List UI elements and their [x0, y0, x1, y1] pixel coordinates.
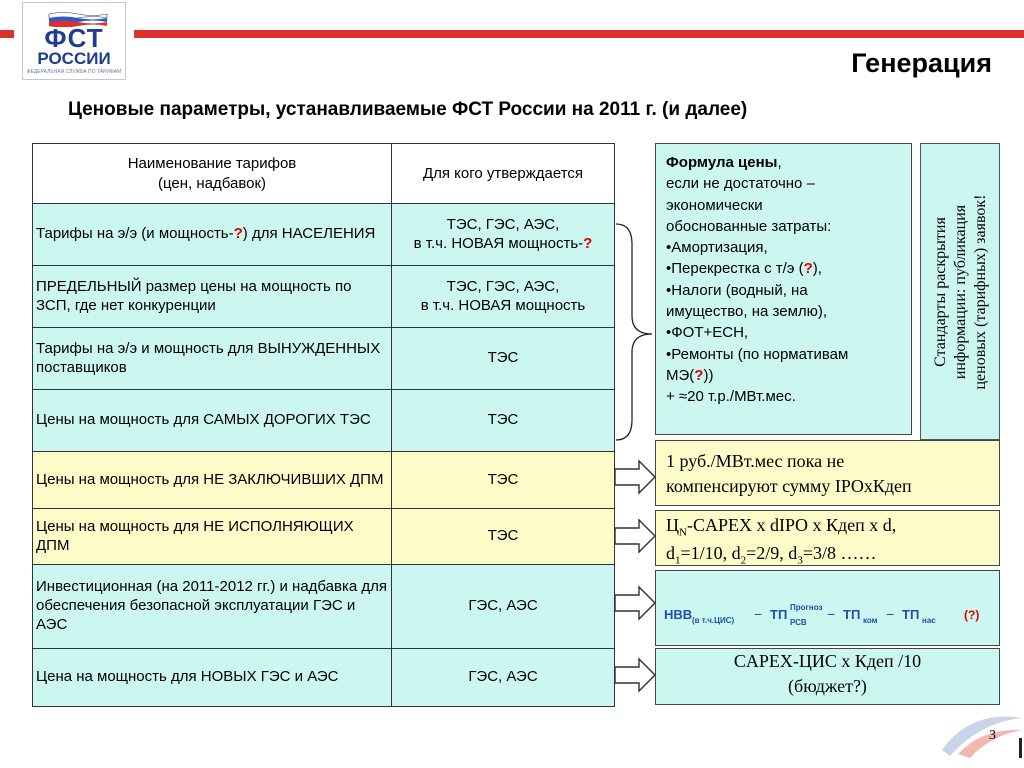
formula-item-text: ),	[812, 260, 822, 278]
formula-tp-sub: РСВ	[790, 618, 807, 627]
formula-text: -CAPEX x dIPO x Кдеп x d,	[686, 515, 897, 535]
formula-minus: −	[827, 606, 836, 622]
standards-line: Стандарты раскрытия	[932, 217, 949, 367]
formula-tp-nas-sub: нас	[922, 616, 936, 625]
formula-minus: −	[754, 606, 763, 622]
approved-for-cell: ТЭС	[392, 509, 615, 565]
formula-subscript: 1	[675, 554, 681, 567]
formula-text: =1/10, d	[680, 542, 741, 563]
arrow-right-icon	[613, 518, 657, 554]
header-red-line	[0, 30, 1024, 38]
result-box-non-dpm	[655, 440, 1000, 506]
disclosure-standards-panel	[920, 143, 1000, 440]
approved-for-text: в т.ч. НОВАЯ мощность-	[413, 234, 584, 252]
disclosure-standards-text	[931, 147, 991, 437]
formula-line: обоснованные затраты:	[666, 217, 832, 235]
approved-for-text: ТЭС, ГЭС, АЭС,	[446, 215, 560, 233]
formula-item-text: ))	[703, 366, 714, 384]
formula-text: Ц	[666, 515, 679, 535]
formula-item-text: •Перекрестка с т/э (	[666, 260, 804, 278]
formula-title-text: Формула цены	[666, 154, 778, 171]
approved-for-cell: ТЭС	[392, 390, 615, 452]
nvv-formula	[662, 595, 996, 631]
formula-tp: ТП	[902, 607, 920, 622]
tariff-name-cell: Цена на мощность для НОВЫХ ГЭС и АЭС	[33, 649, 392, 707]
logo-text-service: ФЕДЕРАЛЬНАЯ СЛУЖБА ПО ТАРИФАМ	[26, 69, 122, 75]
slide-subtitle: Ценовые параметры, устанавливаемые ФСТ России на 2011 г. (и далее)	[68, 99, 748, 120]
formula-text: d	[666, 542, 675, 563]
tariff-name-cell: Цены на мощность для САМЫХ ДОРОГИХ ТЭС	[33, 390, 392, 452]
decorative-swoosh-icon	[940, 700, 1024, 760]
question-mark: ?	[583, 234, 593, 252]
formula-nvv-sub: (в т.ч.ЦИС)	[692, 616, 735, 625]
capex-formula-line1	[666, 513, 989, 541]
question-mark: ?	[803, 260, 813, 278]
result-text: CAPEX-ЦИС х Кдеп /10	[733, 651, 922, 671]
result-text: 1 руб./МВт.мес пока не	[666, 451, 845, 471]
result-text: (бюджет?)	[788, 676, 867, 697]
tariff-name-cell: Цены на мощность для НЕ ИСПОЛНЯЮЩИХ ДПМ	[33, 509, 392, 565]
approved-for-cell: ГЭС, АЭС	[392, 565, 615, 649]
table-row	[33, 509, 615, 565]
approved-for-text: в т.ч. НОВАЯ мощность	[420, 296, 586, 314]
formula-text: =3/8 ……	[802, 542, 877, 563]
formula-item-repairs: •Ремонты (по нормативам	[666, 345, 849, 363]
question-mark: (?)	[964, 608, 980, 622]
approved-for-cell: ТЭС	[392, 452, 615, 509]
table-row	[33, 452, 615, 509]
formula-nvv: НВВ	[664, 607, 693, 622]
arrow-right-icon	[613, 459, 657, 495]
price-formula-panel	[655, 143, 912, 435]
formula-item-cross-subsidy	[666, 258, 901, 279]
result-box-capex-budget	[655, 648, 1000, 705]
formula-item-payroll: •ФОТ+ЕСН,	[666, 324, 749, 342]
formula-text: =2/9, d	[746, 542, 798, 563]
table-row	[33, 390, 615, 452]
formula-subscript: N	[679, 526, 687, 539]
formula-item-taxes-cont: имущество, на землю),	[666, 303, 828, 321]
table-row	[33, 565, 615, 649]
formula-subscript: 2	[740, 554, 747, 567]
approved-for-cell	[392, 266, 615, 328]
table-row	[33, 204, 615, 266]
tariff-name-cell	[33, 204, 392, 266]
table-row	[33, 266, 615, 328]
approved-for-cell: ГЭС, АЭС	[392, 649, 615, 707]
arrow-right-icon	[613, 585, 657, 621]
formula-title-tail: ,	[777, 154, 782, 171]
page-edge-mark	[1019, 738, 1022, 758]
tariff-name-cell: Тарифы на э/э и мощность для ВЫНУЖДЕННЫХ поставщиков	[33, 328, 392, 390]
tariff-name-text: Тарифы на э/э (и мощность-	[36, 225, 234, 243]
result-box-capex-formula	[655, 510, 1000, 566]
standards-line: ценовых (тарифных) заявок!	[972, 194, 989, 390]
col-header-tariff-name-line2: (цен, надбавок)	[157, 174, 267, 192]
approved-for-text: ТЭС, ГЭС, АЭС,	[446, 277, 560, 295]
formula-last-line: + ≈20 т.р./МВт.мес.	[666, 388, 796, 406]
col-header-approved-for: Для кого утверждается	[392, 144, 615, 204]
arrow-right-icon	[613, 657, 657, 693]
result-text: компенсируют сумму IPOxКдеп	[666, 476, 912, 497]
formula-item-taxes: •Налоги (водный, на	[666, 281, 808, 299]
approved-for-cell	[392, 204, 615, 266]
formula-minus: −	[886, 606, 895, 622]
table-header-row	[33, 144, 615, 204]
formula-tp: ТП	[843, 607, 861, 622]
question-mark: ?	[694, 366, 704, 384]
tariff-name-text: ) для НАСЕЛЕНИЯ	[242, 225, 376, 243]
fst-logo	[22, 2, 126, 80]
formula-item-amortization: •Амортизация,	[666, 239, 768, 257]
formula-tp-kom-sub: ком	[863, 616, 878, 625]
tariff-name-cell: Цены на мощность для НЕ ЗАКЛЮЧИВШИХ ДПМ	[33, 452, 392, 509]
col-header-tariff-name-line1: Наименование тарифов	[127, 155, 297, 172]
page-number: 3	[989, 728, 996, 743]
result-box-nvv-formula	[655, 570, 1000, 646]
question-mark: ?	[233, 225, 243, 243]
tariffs-table	[32, 143, 615, 707]
approved-for-cell: ТЭС	[392, 328, 615, 390]
formula-subscript: 3	[797, 554, 803, 567]
formula-item-text: МЭ(	[666, 366, 695, 384]
formula-tp: ТП	[770, 607, 788, 622]
formula-item-repairs-cont	[666, 365, 901, 386]
logo-text-fst: ФСТ	[44, 23, 104, 53]
capex-formula-line2	[666, 541, 989, 569]
standards-line: информации: публикация	[952, 204, 969, 380]
formula-line: если не достаточно –	[666, 175, 815, 193]
logo-text-russia: РОССИИ	[37, 49, 111, 68]
formula-title	[666, 152, 901, 173]
tariff-name-cell: Инвестиционная (на 2011-2012 гг.) и надбавка для обеспечения безопасной эксплуатации ГЭС и АЭС	[33, 565, 392, 649]
slide-title: Генерация	[851, 48, 992, 78]
table-row	[33, 328, 615, 390]
formula-line: экономически	[666, 196, 763, 214]
tariff-name-cell: ПРЕДЕЛЬНЫЙ размер цены на мощность по ЗСП, где нет конкуренции	[33, 266, 392, 328]
right-brace-icon	[612, 220, 658, 445]
table-row	[33, 649, 615, 707]
formula-tp-sup: Прогноз	[790, 603, 823, 612]
col-header-tariff-name	[33, 144, 392, 204]
